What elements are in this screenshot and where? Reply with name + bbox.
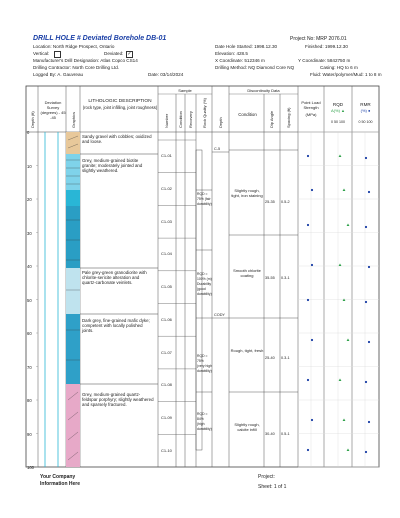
rqd-mark (339, 264, 342, 267)
condition-4: Slightly rough, calcite infill (234, 422, 260, 432)
litho-4: Dark grey, fine-grained mafic dyke; competent with locally polished joints. (82, 318, 150, 333)
condition-3: Rough, tight, fresh (230, 348, 264, 353)
date-logged: Date: 03/14/2024 (148, 72, 184, 77)
col-rock-quality: Rock Quality (%) (202, 97, 207, 128)
col-point-load-unit: (MPa) (305, 112, 317, 117)
spacing-3: 0.3-1 (281, 356, 290, 360)
y-coordinate: Y Coordinate: 5842750 m (298, 58, 351, 63)
contractor: Drilling Contractor: North Core Drilling Ltd. (33, 65, 120, 70)
sample-number: C1-09 (161, 414, 172, 420)
point-load-mark (311, 339, 313, 341)
col-rmr: RMR (360, 102, 371, 107)
sample-number: C1-10 (161, 447, 172, 453)
rmr-mark (368, 421, 370, 423)
depth-label: 60 (27, 331, 32, 336)
sample-number: C1-01 (161, 153, 172, 159)
elevation: Elevation: 428.5 (215, 51, 248, 56)
col-condition: Condition (238, 112, 257, 117)
marker-1: C-5 (214, 147, 221, 151)
col-depth: Depth (ft) (30, 111, 35, 128)
col-sample: Sample (178, 88, 192, 93)
spacing-4: 0.5-1 (281, 432, 290, 436)
x-coordinate: X Coordinate: 512346 m (215, 58, 265, 63)
sample-number: C1-05 (161, 284, 172, 290)
log-title: DRILL HOLE # Deviated Borehole DB-01 (33, 35, 167, 42)
rq-note-4: RQD = 84% (high durability) (197, 412, 212, 431)
point-load-mark (307, 299, 309, 301)
rqd-mark (339, 155, 342, 158)
col-point-load: Point Load Strength (301, 100, 321, 110)
depth-label: 80 (27, 398, 32, 403)
spacing-1: 0.5-2 (281, 200, 290, 204)
depth-label: 40 (27, 264, 32, 269)
rqd-mark (347, 339, 350, 342)
dip-3: 25-40 (265, 356, 275, 360)
marker-2: CODY (214, 313, 225, 317)
dip-2: 35-55 (265, 276, 275, 280)
litho-5: Grey, medium-grained quartz-feldspar porphyry; slightly weathered and sparsely fractured. (82, 392, 154, 407)
date-started: Date Hole Started: 1998.12.30 (215, 44, 278, 49)
deviated-label: Deviated: (104, 51, 124, 56)
litho-2: Grey, medium-grained biotite granite; moderately jointed and slightly weathered. (82, 158, 143, 173)
rmr-mark (368, 341, 370, 343)
col-litho-title: LITHOLOGIC DESCRIPTION (88, 99, 152, 104)
drilling-method: Drilling Method: NQ Diamond Core NQ (215, 65, 295, 70)
dip-4: 30-40 (265, 432, 275, 436)
project-label: Project: (258, 474, 275, 480)
litho-3: Pale grey-green granodiorite with chlorite-sericite alteration and quartz-carbonate veinlets. (82, 270, 147, 285)
col-rmr-scale: 0 50 100 (358, 120, 373, 124)
company-name: Your Company (40, 474, 76, 480)
col-rqd: RQD (332, 102, 344, 107)
dip-1: 25-35 (265, 200, 275, 204)
col-sample-condition: Condition (178, 111, 183, 128)
rqd-mark (343, 299, 346, 302)
depth-label: 50 (27, 297, 32, 303)
rqd-mark (347, 224, 350, 227)
rqd-mark (347, 449, 350, 452)
rq-note-1: RQD = 75% (fair durability) (197, 192, 212, 206)
depth-label: 10 (27, 163, 32, 169)
sample-number: C1-02 (161, 186, 172, 192)
col-dip: Dip Angle (269, 110, 274, 128)
rmr-mark (365, 157, 367, 159)
sample-number: C1-07 (161, 349, 172, 355)
rq-note-3: RQD = 75% (very high durability) (197, 354, 212, 373)
casing: Casing: HQ to 6 m (320, 65, 358, 70)
manufacturer: Manufacturer's Drill Designation: Atlas Copco CS14 (33, 58, 138, 63)
sample-number: C1-03 (161, 218, 172, 224)
col-graphics: Graphics (71, 111, 76, 128)
point-load-mark (311, 264, 313, 266)
col-rmr-pct: (%) ● (360, 108, 371, 113)
col-rqd-scale: 0 50 100 (331, 120, 345, 124)
sample-number: C1-06 (161, 316, 172, 322)
deviated-checkbox[interactable]: ✓ (127, 51, 132, 57)
point-load-mark (307, 449, 309, 451)
col-discontinuity: Discontinuity Data (247, 88, 280, 93)
fluid: Fluid: Water/polymer/Mud: 1 to 8 m (310, 72, 382, 77)
col-recovery: Recovery (188, 111, 193, 128)
col-rqd-pct: A(%) ▲ (331, 108, 345, 113)
col-sample-number: Number (164, 113, 169, 128)
depth-label: 100 (27, 465, 34, 470)
project-number: Project No: MRP 2076.01 (290, 36, 347, 42)
depth-label: 70 (27, 364, 32, 370)
spacing-2: 0.3-1 (281, 276, 290, 280)
rmr-mark (365, 226, 367, 228)
logged-by: Logged By: A. Gauvreau (33, 72, 84, 77)
rmr-mark (365, 301, 367, 303)
depth-label: 90 (27, 431, 32, 437)
date-finished: Finished: 1999.12.30 (305, 44, 348, 49)
rq-note-2: RQD = 100% (m) Durability (good durability) (197, 272, 212, 296)
rmr-mark (365, 381, 367, 383)
location: Location: North Ridge Prospect, Ontario (33, 44, 115, 49)
litho-1: Sandy gravel with cobbles; oxidized and loose. (82, 134, 152, 144)
rqd-mark (339, 379, 342, 382)
vertical-label: Vertical: (33, 51, 50, 56)
sample-number: C1-08 (161, 382, 172, 388)
point-load-mark (311, 419, 313, 421)
condition-1: Slightly rough, tight, iron staining (231, 188, 263, 198)
rqd-mark (343, 189, 346, 192)
sheet-number: Sheet: 1 of 1 (258, 484, 287, 490)
rmr-mark (365, 451, 367, 453)
depth-label: 0 (27, 130, 30, 135)
condition-2: Smooth chlorite coating (233, 268, 261, 278)
col-spacing: Spacing (ft) (286, 107, 291, 128)
depth-label: 20 (27, 197, 32, 202)
point-load-mark (307, 224, 309, 226)
rqd-mark (343, 419, 346, 422)
point-load-mark (311, 189, 313, 191)
col-deviation: Deviation Survey (degrees) - 45 -45 (40, 100, 66, 120)
col-litho-sub: (rock type, joint infilling, joint roughness) (82, 105, 158, 110)
col-depth-2: Depth (218, 117, 223, 128)
point-load-mark (307, 155, 309, 157)
rmr-mark (368, 266, 370, 268)
company-info: Information Here (40, 481, 81, 487)
rmr-mark (368, 191, 370, 193)
sample-number: C1-04 (161, 251, 172, 257)
depth-label: 30 (27, 230, 32, 236)
point-load-mark (307, 379, 309, 381)
